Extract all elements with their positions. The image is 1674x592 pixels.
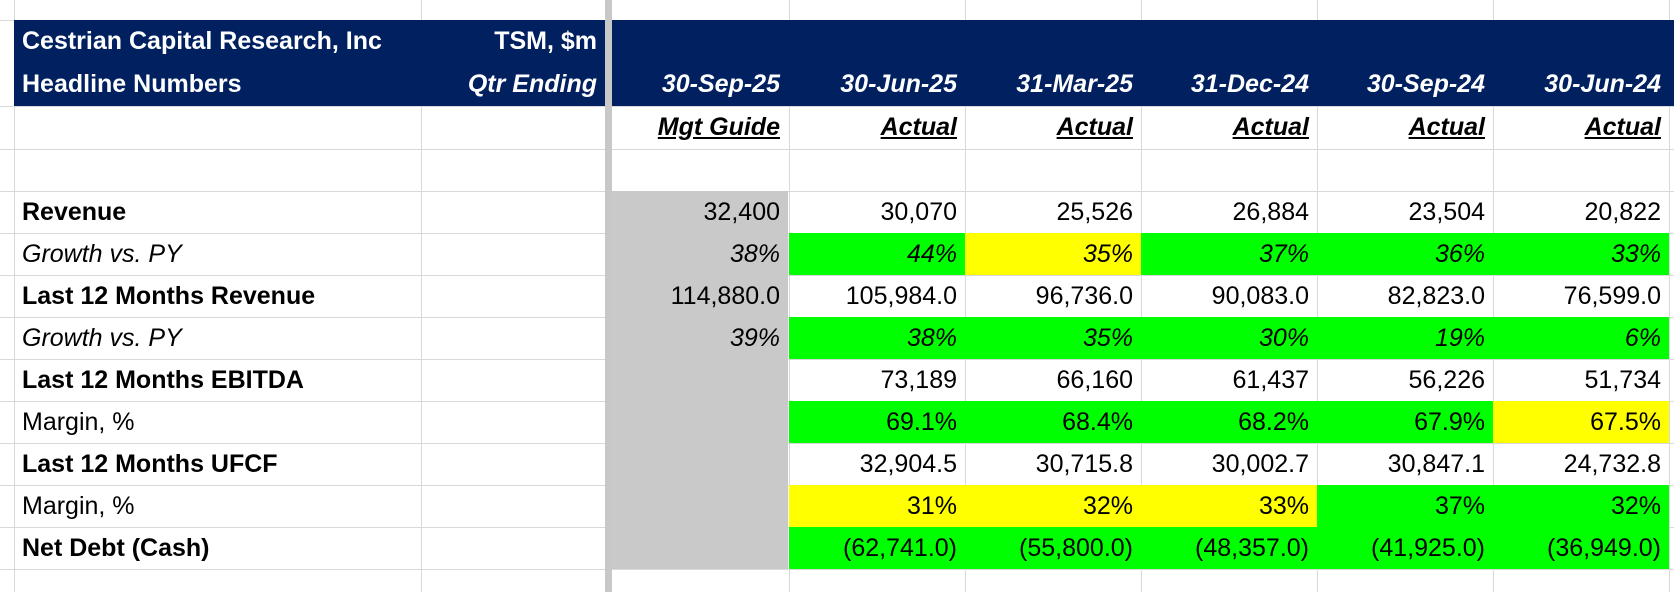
data-cell[interactable]: 32%	[1493, 485, 1669, 527]
data-cell[interactable]: 30,070	[880, 197, 957, 226]
data-cell[interactable]: 68.2%	[1141, 401, 1317, 443]
sheet-subtitle: Headline Numbers	[14, 63, 421, 106]
data-cell[interactable]: 35%	[965, 317, 1141, 359]
row-label[interactable]: Last 12 Months EBITDA	[22, 365, 304, 394]
data-cell[interactable]: (55,800.0)	[965, 527, 1141, 569]
data-cell[interactable]: 38%	[789, 317, 965, 359]
column-type[interactable]: Actual	[880, 113, 957, 141]
data-cell[interactable]: 105,984.0	[845, 281, 957, 310]
data-cell[interactable]: 73,189	[880, 365, 957, 394]
data-cell[interactable]: 67.5%	[1493, 401, 1669, 443]
data-cell[interactable]	[612, 527, 788, 569]
data-cell[interactable]: 37%	[1317, 485, 1493, 527]
column-type[interactable]: Mgt Guide	[657, 113, 780, 141]
column-type[interactable]: Actual	[1232, 113, 1309, 141]
data-cell[interactable]: 51,734	[1584, 365, 1661, 394]
data-cell[interactable]: (48,357.0)	[1141, 527, 1317, 569]
data-cell[interactable]: 114,880.0	[612, 275, 788, 317]
row-label[interactable]: Growth vs. PY	[22, 239, 182, 268]
column-date[interactable]: 31-Mar-25	[965, 63, 1141, 106]
data-cell[interactable]: 96,736.0	[1035, 281, 1133, 310]
ticker-units: TSM, $m	[421, 20, 605, 63]
data-cell[interactable]: 37%	[1141, 233, 1317, 275]
data-cell[interactable]: 68.4%	[965, 401, 1141, 443]
row-label[interactable]: Margin, %	[22, 491, 135, 520]
column-date[interactable]: 30-Sep-25	[612, 63, 788, 106]
data-cell[interactable]: 61,437	[1232, 365, 1309, 394]
data-cell[interactable]: 33%	[1141, 485, 1317, 527]
data-cell[interactable]: 30,715.8	[1035, 449, 1133, 478]
data-cell[interactable]: 24,732.8	[1563, 449, 1661, 478]
row-label[interactable]: Growth vs. PY	[22, 323, 182, 352]
data-cell[interactable]: 36%	[1317, 233, 1493, 275]
data-cell[interactable]: 44%	[789, 233, 965, 275]
data-cell[interactable]: 30,002.7	[1211, 449, 1309, 478]
data-cell[interactable]: 35%	[965, 233, 1141, 275]
data-cell[interactable]: (62,741.0)	[789, 527, 965, 569]
column-type[interactable]: Actual	[1408, 113, 1485, 141]
period-label: Qtr Ending	[421, 63, 605, 106]
data-cell[interactable]: 90,083.0	[1211, 281, 1309, 310]
data-cell[interactable]: 66,160	[1056, 365, 1133, 394]
column-type[interactable]: Actual	[1056, 113, 1133, 141]
column-date[interactable]: 30-Sep-24	[1317, 63, 1493, 106]
column-date[interactable]: 30-Jun-25	[789, 63, 965, 106]
data-cell[interactable]	[612, 401, 788, 443]
data-cell[interactable]: 39%	[612, 317, 788, 359]
data-cell[interactable]: (36,949.0)	[1493, 527, 1669, 569]
row-label[interactable]: Margin, %	[22, 407, 135, 436]
data-cell[interactable]: 23,504	[1408, 197, 1485, 226]
data-cell[interactable]: 26,884	[1232, 197, 1309, 226]
data-cell[interactable]: 19%	[1317, 317, 1493, 359]
data-cell[interactable]: 67.9%	[1317, 401, 1493, 443]
data-cell[interactable]: (41,925.0)	[1317, 527, 1493, 569]
data-cell[interactable]: 69.1%	[789, 401, 965, 443]
data-cell[interactable]	[612, 359, 788, 401]
data-cell[interactable]: 76,599.0	[1563, 281, 1661, 310]
freeze-pane-divider[interactable]	[605, 0, 612, 592]
data-cell[interactable]: 32,400	[612, 191, 788, 233]
data-cell[interactable]: 32%	[965, 485, 1141, 527]
data-cell[interactable]	[612, 485, 788, 527]
row-label[interactable]: Last 12 Months UFCF	[22, 449, 278, 478]
data-cell[interactable]: 6%	[1493, 317, 1669, 359]
data-cell[interactable]: 38%	[612, 233, 788, 275]
data-cell[interactable]: 56,226	[1408, 365, 1485, 394]
data-cell[interactable]: 32,904.5	[859, 449, 957, 478]
row-label[interactable]: Revenue	[22, 197, 127, 226]
grid-line-horizontal	[0, 569, 1674, 570]
column-date[interactable]: 31-Dec-24	[1141, 63, 1317, 106]
data-cell[interactable]: 82,823.0	[1387, 281, 1485, 310]
row-label[interactable]: Net Debt (Cash)	[22, 533, 210, 562]
row-label[interactable]: Last 12 Months Revenue	[22, 281, 316, 310]
data-cell[interactable]: 33%	[1493, 233, 1669, 275]
data-cell[interactable]: 30,847.1	[1387, 449, 1485, 478]
data-cell[interactable]	[612, 443, 788, 485]
column-type[interactable]: Actual	[1584, 113, 1661, 141]
company-name: Cestrian Capital Research, Inc	[14, 20, 421, 63]
column-date[interactable]: 30-Jun-24	[1493, 63, 1669, 106]
data-cell[interactable]: 30%	[1141, 317, 1317, 359]
grid-line-horizontal	[0, 149, 1674, 150]
data-cell[interactable]: 25,526	[1056, 197, 1133, 226]
data-cell[interactable]: 31%	[789, 485, 965, 527]
data-cell[interactable]: 20,822	[1584, 197, 1661, 226]
